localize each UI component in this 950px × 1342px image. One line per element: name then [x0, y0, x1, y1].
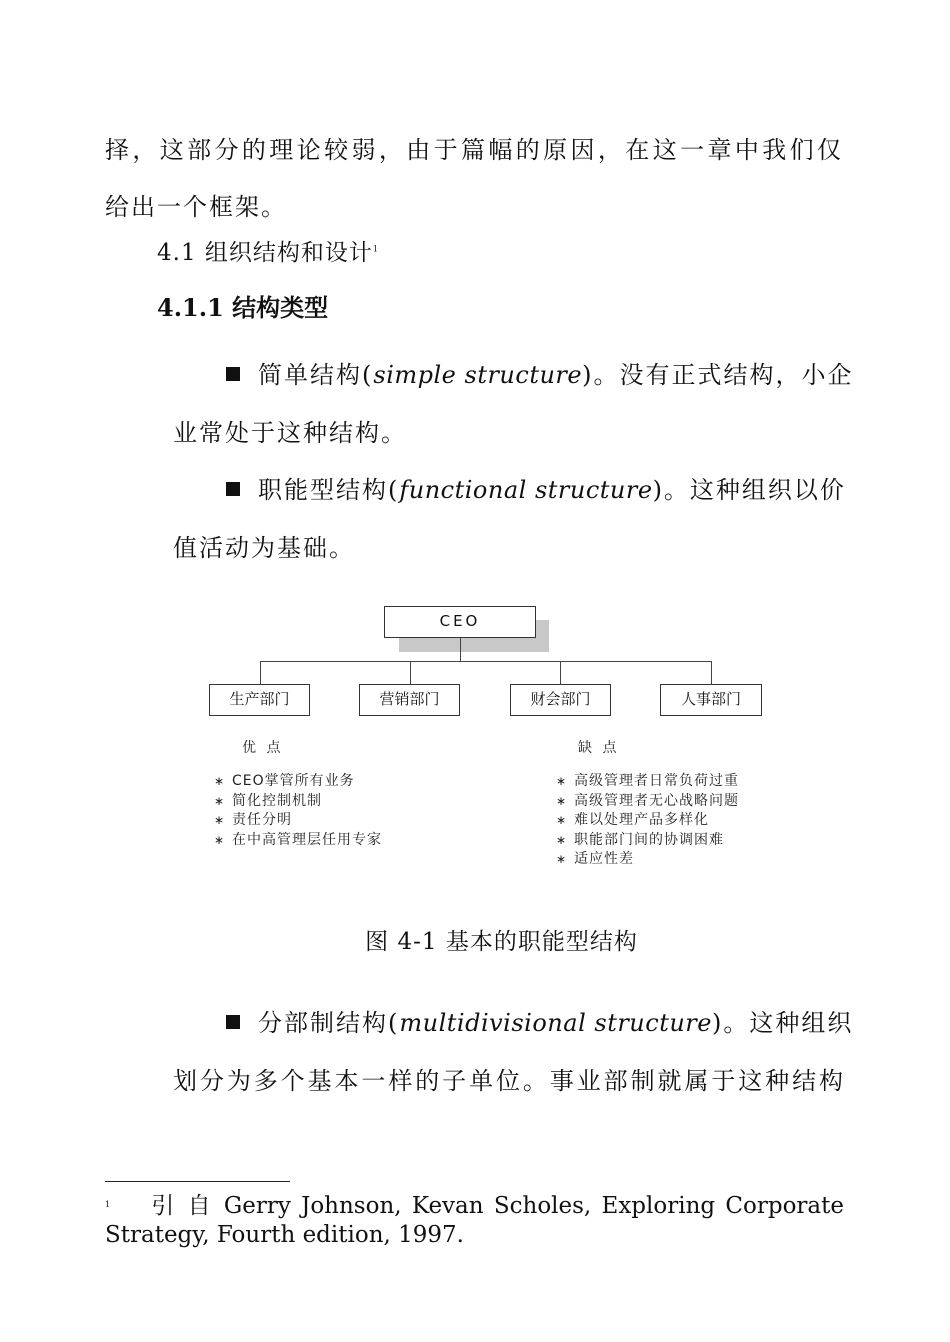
figure-caption: 图 4-1 基本的职能型结构 — [365, 929, 638, 955]
pros-title: 优 点 — [242, 740, 284, 756]
cons-title: 缺 点 — [578, 740, 620, 756]
footnote-line — [105, 1190, 844, 1221]
connector-line — [410, 661, 411, 684]
bullet-continuation: 划分为多个基本一样的子单位。事业部制就属于这种结构 — [173, 1067, 845, 1095]
bullet-term: simple structure — [373, 361, 583, 389]
footnote-separator — [105, 1181, 290, 1182]
bullet-text: 分部制结构( — [258, 1009, 400, 1037]
pros-item: ∗ 在中高管理层任用专家 — [214, 831, 382, 851]
bullet-item — [226, 470, 845, 505]
bullet-term: functional structure — [399, 476, 653, 504]
square-bullet-icon — [226, 482, 240, 496]
footnote-line: Strategy, Fourth edition, 1997. — [105, 1222, 464, 1248]
bullet-item — [226, 1003, 854, 1038]
square-bullet-icon — [226, 367, 240, 381]
bullet-continuation: 业常处于这种结构。 — [173, 419, 407, 447]
dept-box: 财会部门 — [510, 684, 611, 716]
bullet-term: multidivisional structure — [399, 1009, 712, 1037]
pros-item: ∗ 责任分明 — [214, 811, 382, 831]
ceo-box: CEO — [384, 606, 536, 638]
dept-box: 营销部门 — [359, 684, 460, 716]
pros-item: ∗ 简化控制机制 — [214, 792, 382, 812]
bullet-item — [226, 355, 854, 390]
paragraph-line: 择，这部分的理论较弱，由于篇幅的原因，在这一章中我们仅 — [105, 136, 843, 164]
bullet-text: )。这种组织 — [711, 1009, 854, 1037]
cons-item: ∗ 职能部门间的协调困难 — [556, 831, 739, 851]
bullet-text: 职能型结构( — [258, 476, 400, 504]
pros-list — [214, 772, 382, 850]
pros-item: ∗ CEO掌管所有业务 — [214, 772, 382, 792]
square-bullet-icon — [226, 1015, 240, 1029]
cons-item: ∗ 难以处理产品多样化 — [556, 811, 739, 831]
cons-item: ∗ 适应性差 — [556, 850, 739, 870]
bullet-text: )。这种组织以价 — [652, 476, 846, 504]
footnote-ref[interactable]: 1 — [372, 244, 379, 254]
footnote-text: 引 自 Gerry Johnson, Kevan Scholes, Exploring Corporate — [151, 1193, 844, 1219]
connector-line — [560, 661, 561, 684]
section-title: 4.1 组织结构和设计 — [157, 240, 373, 266]
connector-line — [711, 661, 712, 684]
subsection-heading: 4.1.1 结构类型 — [157, 293, 329, 322]
bullet-continuation: 值活动为基础。 — [173, 534, 355, 562]
connector-line — [260, 661, 711, 662]
cons-item: ∗ 高级管理者无心战略问题 — [556, 792, 739, 812]
dept-box: 人事部门 — [660, 684, 762, 716]
bullet-text: )。没有正式结构，小企 — [582, 361, 854, 389]
paragraph-line: 给出一个框架。 — [105, 193, 287, 221]
cons-list — [556, 772, 739, 870]
cons-item: ∗ 高级管理者日常负荷过重 — [556, 772, 739, 792]
dept-box: 生产部门 — [209, 684, 310, 716]
connector-line — [460, 638, 461, 662]
bullet-text: 简单结构( — [258, 361, 374, 389]
section-heading — [157, 234, 379, 267]
connector-line — [260, 661, 261, 684]
footnote-marker: 1 — [105, 1200, 111, 1209]
